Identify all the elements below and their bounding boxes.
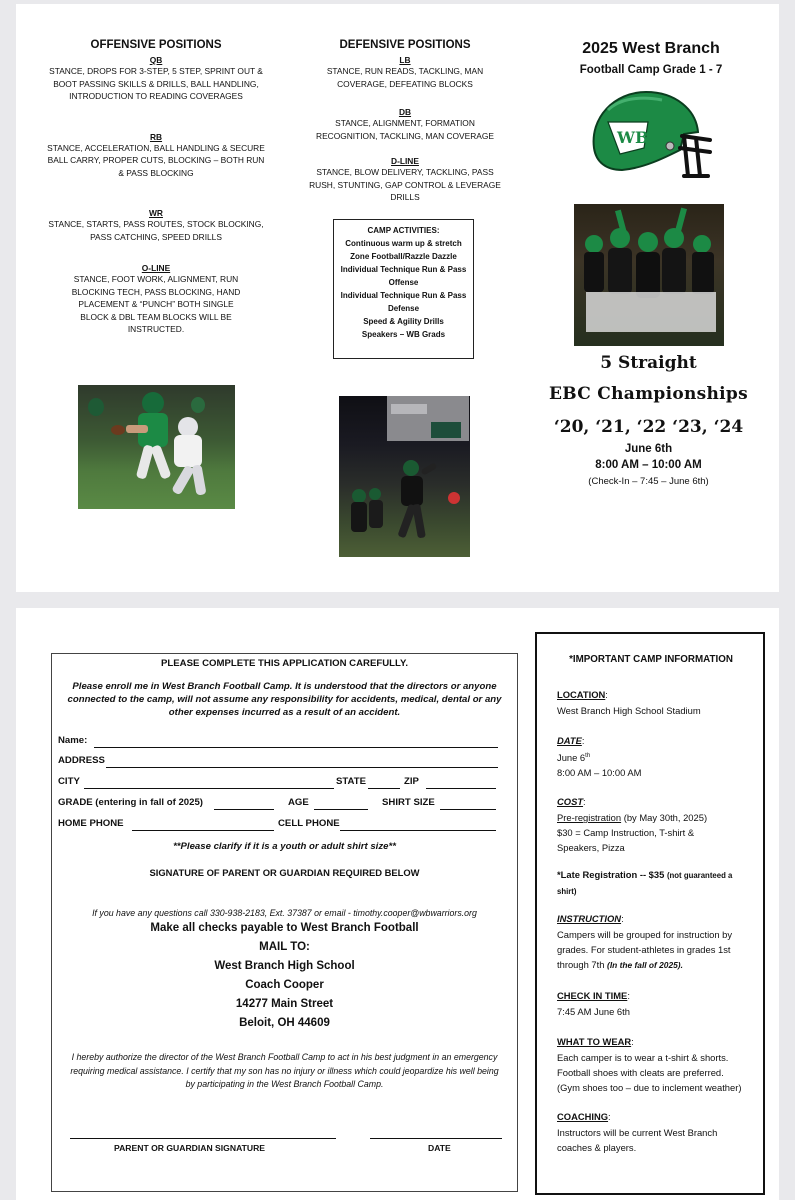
mail-address-line: Beloit, OH 44609	[239, 1017, 330, 1029]
instruction-text: Campers will be grouped for instruction by grades. For student-athletes in grades 1st through 7th	[557, 929, 733, 971]
label-colon: :	[627, 990, 630, 1002]
lb-text: STANCE, RUN READS, TACKLING, MAN COVERAGE, DEFEATING BLOCKS	[326, 66, 484, 89]
age-label: AGE	[288, 797, 309, 808]
date-suffix: th	[585, 753, 591, 759]
name-input[interactable]	[94, 747, 498, 748]
late-registration-note: (not guaranteed a shirt)	[557, 871, 733, 897]
camp-title: 2025 West Branch	[582, 40, 720, 57]
date-info-label: DATE	[557, 735, 582, 746]
state-input[interactable]	[368, 788, 400, 789]
checks-payable: Make all checks payable to West Branch Football	[150, 922, 419, 934]
cost-label: COST	[557, 796, 584, 808]
checkin-time-value: 7:45 AM June 6th	[557, 1006, 630, 1018]
oline-label: O-LINE	[141, 263, 171, 273]
mail-address-line: 14277 Main Street	[235, 998, 334, 1010]
info-title: *IMPORTANT CAMP INFORMATION	[569, 654, 733, 665]
camp-info-box	[535, 632, 765, 1195]
shirt-clarify-note: **Please clarify if it is a youth or adult shirt size**	[173, 841, 396, 852]
cost-line: Speakers, Pizza	[557, 842, 625, 854]
signature-input[interactable]	[70, 1138, 336, 1139]
camp-subtitle: Football Camp Grade 1 - 7	[579, 64, 723, 76]
application-form	[51, 653, 518, 1192]
championship-block	[541, 353, 756, 487]
camp-date: June 6th	[624, 443, 673, 455]
pre-registration-text: Pre-registration	[557, 812, 622, 824]
label-colon: :	[581, 735, 585, 746]
helmet-logo-text: WB	[617, 128, 649, 147]
date-time: 8:00 AM – 10:00 AM	[557, 767, 642, 779]
mail-to-label: MAIL TO:	[259, 941, 310, 953]
medical-authorization: I hereby authorize the director of the West Branch Football Camp to act in his best judgment in an emergency requiring medical assistance. I certify that my son has no injury or illness which could jeopardize his well being by participating in the West Branch Football Camp.	[70, 1052, 499, 1089]
instruction-note: (In the fall of 2025).	[607, 960, 683, 971]
location-label: LOCATION	[557, 689, 606, 700]
streak-line2: EBC Championships	[549, 384, 748, 404]
oline-text: STANCE, FOOT WORK, ALIGNMENT, RUN BLOCKING TECH, PASS BLOCKING, HAND PLACEMENT & “PUNCH” BOTH SINGLE BLOCK & DBL TEAM BLOCKS WILL BE INSTRUCTED.	[71, 274, 241, 334]
grade-input[interactable]	[214, 809, 274, 810]
late-registration: *Late Registration -- $35	[557, 869, 667, 881]
db-text: STANCE, ALIGNMENT, FORMATION RECOGNITION, TACKLING, MAN COVERAGE	[316, 118, 494, 141]
streak-line1: 5 Straight	[600, 353, 697, 373]
helmet-icon	[584, 88, 714, 184]
qb-text: STANCE, DROPS FOR 3-STEP, 5 STEP, SPRINT OUT & BOOT PASSING SKILLS & DRILLS, BALL HANDLING, INTRODUCTION TO READING COVERAGES	[49, 66, 263, 101]
name-label: Name:	[58, 735, 88, 746]
player-running-photo	[78, 385, 235, 509]
wr-label: WR	[149, 208, 163, 218]
instruction-label: INSTRUCTION	[557, 913, 622, 925]
signature-label: PARENT OR GUARDIAN SIGNATURE	[114, 1143, 266, 1153]
cell-phone-label: CELL PHONE	[278, 818, 340, 829]
rb-label: RB	[149, 131, 163, 142]
checkin-time-label: CHECK IN TIME	[557, 990, 628, 1002]
date-label: DATE	[428, 1143, 451, 1153]
mail-address-line: Coach Cooper	[245, 979, 324, 991]
activity-item: Continuous warm up & stretch	[345, 239, 462, 248]
form-heading: PLEASE COMPLETE THIS APPLICATION CAREFULLY.	[161, 658, 408, 669]
rb-text: STANCE, ACCELERATION, BALL HANDLING & SECURE BALL CARRY, PROPER CUTS, BLOCKING – BOTH RUN & PASS BLOCKING	[47, 142, 265, 178]
activity-item: Zone Football/Razzle Dazzle	[350, 252, 457, 261]
camp-activities-box	[333, 219, 474, 359]
pre-registration-deadline: (by May 30th, 2025)	[621, 812, 708, 824]
address-input[interactable]	[106, 767, 498, 768]
label-colon: :	[631, 1036, 634, 1048]
helmet-logo	[584, 88, 714, 184]
dline-text: STANCE, BLOW DELIVERY, TACKLING, PASS RUSH, STUNTING, GAP CONTROL & LEVERAGE DRILLS	[309, 167, 501, 202]
date-day: June 6	[557, 752, 586, 764]
checkin-note: (Check-In – 7:45 – June 6th)	[588, 476, 709, 487]
date-input[interactable]	[370, 1138, 502, 1139]
lb-label: LB	[399, 55, 411, 65]
what-to-wear-label: WHAT TO WEAR	[557, 1036, 632, 1048]
brochure-back-page	[16, 608, 779, 1200]
qb-label: QB	[149, 55, 163, 65]
questions-contact: If you have any questions call 330-938-2183, Ext. 37387 or email - timothy.cooper@wbwarriors.org	[92, 908, 477, 918]
city-label: CITY	[58, 776, 80, 787]
player-running-illustration	[78, 385, 235, 509]
mail-address-line: West Branch High School	[214, 960, 355, 972]
zip-label: ZIP	[404, 776, 419, 787]
offense-title: OFFENSIVE POSITIONS	[90, 39, 222, 51]
coaching-label: COACHING	[557, 1111, 609, 1123]
city-input[interactable]	[84, 788, 334, 789]
state-label: STATE	[336, 776, 367, 787]
quarterback-illustration	[339, 396, 470, 557]
home-phone-label: HOME PHONE	[58, 818, 124, 829]
home-phone-input[interactable]	[132, 830, 274, 831]
address-label: ADDRESS	[58, 755, 105, 766]
label-colon: :	[583, 796, 586, 808]
cell-phone-input[interactable]	[340, 830, 496, 831]
label-colon: :	[605, 689, 608, 700]
brochure-front-page	[16, 4, 779, 592]
db-label: DB	[398, 107, 412, 117]
offense-column	[46, 39, 266, 336]
zip-input[interactable]	[426, 788, 496, 789]
what-to-wear-text: Each camper is to wear a t-shirt & shorts. Football shoes with cleats are preferred. (Gym shoes too – due to inclement weather)	[557, 1052, 742, 1094]
activity-item: Speakers – WB Grads	[361, 330, 446, 339]
team-illustration	[574, 204, 724, 346]
activities-title: CAMP ACTIVITIES:	[367, 226, 440, 235]
age-input[interactable]	[314, 809, 368, 810]
activity-item: Individual Technique Run & Pass Defense	[340, 291, 467, 313]
defense-title: DEFENSIVE POSITIONS	[339, 39, 471, 51]
cover-header	[546, 40, 756, 76]
shirt-size-label: SHIRT SIZE	[382, 797, 435, 808]
label-colon: :	[608, 1111, 611, 1123]
shirt-size-input[interactable]	[440, 809, 496, 810]
coaching-text: Instructors will be current West Branch coaches & players.	[557, 1127, 718, 1154]
activity-item: Speed & Agility Drills	[363, 317, 444, 326]
cost-line: $30 = Camp Instruction, T-shirt &	[557, 827, 695, 839]
team-celebration-photo	[574, 204, 724, 346]
camp-time: 8:00 AM – 10:00 AM	[595, 459, 702, 471]
wr-text: STANCE, STARTS, PASS ROUTES, STOCK BLOCKING, PASS CATCHING, SPEED DRILLS	[48, 219, 264, 242]
activity-item: Individual Technique Run & Pass Offense	[340, 265, 467, 287]
label-colon: :	[621, 913, 624, 925]
dline-label: D-LINE	[391, 156, 419, 166]
signature-required-note: SIGNATURE OF PARENT OR GUARDIAN REQUIRED BELOW	[149, 867, 420, 878]
form-disclaimer: Please enroll me in West Branch Football Camp. It is understood that the directors or anyone connected to the camp, will not assume any responsibility for accidents, medical, dental or any other expenses incurred as a result of an accident.	[67, 681, 502, 718]
quarterback-throw-photo	[339, 396, 470, 557]
grade-label: GRADE (entering in fall of 2025)	[58, 797, 203, 808]
defense-column	[305, 39, 505, 204]
championship-years: ‘20, ‘21, ‘22 ‘23, ‘24	[553, 417, 744, 437]
location-value: West Branch High School Stadium	[557, 705, 701, 716]
